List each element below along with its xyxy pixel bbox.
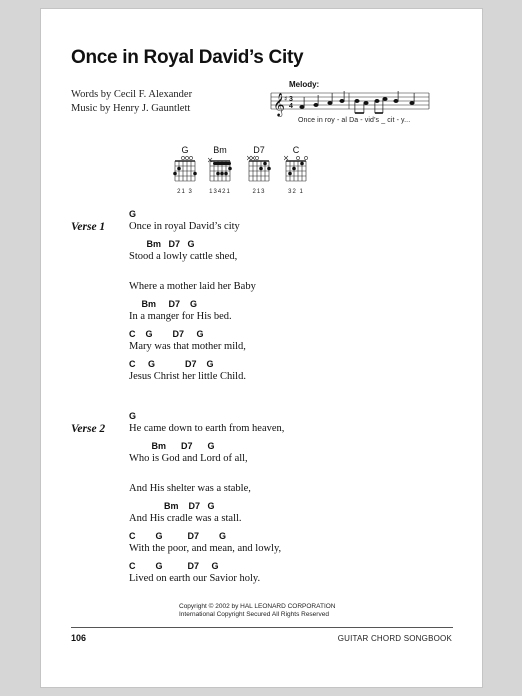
chord-name: D7 bbox=[253, 145, 265, 155]
lyric-text: In a manger for His bed. bbox=[129, 311, 232, 322]
melody-label: Melody: bbox=[289, 80, 320, 89]
copyright-line: Copyright © 2002 by HAL LEONARD CORPORATION bbox=[179, 603, 336, 610]
lyric-text: Jesus Christ her little Child. bbox=[129, 371, 246, 382]
verse-label: Verse 2 bbox=[71, 423, 106, 435]
chord-fingering: 213 bbox=[252, 189, 266, 195]
lyric-text: He came down to earth from heaven, bbox=[129, 423, 285, 434]
lyric-line bbox=[129, 209, 240, 233]
chord-fingering: 32 1 bbox=[288, 189, 304, 195]
chord-symbols: Bm D7 G bbox=[129, 299, 198, 309]
copyright-notice: International Copyright Secured All Rights Reserved bbox=[179, 611, 329, 618]
book-title: GUITAR CHORD SONGBOOK bbox=[337, 634, 452, 643]
song-title: Once in Royal David’s City bbox=[71, 47, 304, 68]
lyric-line bbox=[129, 411, 284, 435]
chord-name: C bbox=[292, 145, 300, 155]
lyric-line bbox=[129, 531, 281, 555]
svg-text:3: 3 bbox=[289, 96, 293, 103]
chord-diagram-bm bbox=[205, 145, 235, 196]
footer-divider bbox=[71, 627, 453, 628]
chord-fingering: 13421 bbox=[209, 189, 231, 195]
chord-symbols: C G D7 G bbox=[129, 329, 204, 339]
chord-symbols: Bm D7 G bbox=[129, 441, 215, 451]
page-number: 106 bbox=[71, 633, 87, 643]
chord-grid-icon bbox=[173, 155, 197, 183]
lyric-line bbox=[129, 471, 251, 495]
chord-symbols bbox=[129, 471, 251, 482]
chord-fingering: 21 3 bbox=[177, 189, 193, 195]
treble-clef-icon: 𝄞 bbox=[273, 92, 285, 116]
chord-symbols: C G D7 G bbox=[129, 359, 214, 369]
sharp-icon: ♯ bbox=[284, 95, 288, 103]
chord-grid-icon bbox=[284, 155, 308, 183]
chord-symbols: Bm D7 G bbox=[129, 501, 215, 511]
chord-diagram-c bbox=[281, 145, 311, 196]
svg-text:4: 4 bbox=[289, 103, 293, 110]
lyric-line bbox=[129, 239, 237, 263]
lyric-line bbox=[129, 441, 248, 465]
songbook-page bbox=[40, 8, 483, 688]
melody-lyrics: Once in roy - al Da - vid’s _ cit - y... bbox=[298, 117, 411, 124]
chord-grid-icon bbox=[208, 155, 232, 183]
lyric-line bbox=[129, 501, 242, 525]
chord-diagram-d7 bbox=[244, 145, 274, 196]
verse-label: Verse 1 bbox=[71, 221, 106, 233]
lyricist-credit: Words by Cecil F. Alexander bbox=[71, 89, 193, 100]
lyric-line bbox=[129, 561, 260, 585]
lyric-line bbox=[129, 359, 246, 383]
chord-name: Bm bbox=[213, 145, 227, 155]
chord-name: G bbox=[181, 145, 189, 155]
lyric-text: Stood a lowly cattle shed, bbox=[129, 251, 238, 262]
lyric-line bbox=[129, 299, 232, 323]
lyric-text: With the poor, and mean, and lowly, bbox=[129, 543, 282, 554]
lyric-text: Lived on earth our Savior holy. bbox=[129, 573, 261, 584]
chord-symbols: C G D7 G bbox=[129, 561, 219, 571]
lyric-text: Mary was that mother mild, bbox=[129, 341, 246, 352]
melody-staff bbox=[269, 89, 431, 117]
chord-symbols bbox=[129, 269, 256, 280]
lyric-line bbox=[129, 329, 246, 353]
lyric-text: Who is God and Lord of all, bbox=[129, 453, 248, 464]
chord-diagram-g bbox=[170, 145, 200, 196]
chord-symbols: G bbox=[129, 411, 137, 421]
lyric-text: And His shelter was a stable, bbox=[129, 483, 251, 494]
composer-credit: Music by Henry J. Gauntlett bbox=[71, 103, 191, 114]
lyric-text: Where a mother laid her Baby bbox=[129, 281, 256, 292]
chord-grid-icon bbox=[247, 155, 271, 183]
lyric-text: Once in royal David’s city bbox=[129, 221, 240, 232]
chord-symbols: G bbox=[129, 209, 137, 219]
lyric-line bbox=[129, 269, 256, 293]
chord-symbols: Bm D7 G bbox=[129, 239, 195, 249]
chord-symbols: C G D7 G bbox=[129, 531, 227, 541]
lyric-text: And His cradle was a stall. bbox=[129, 513, 242, 524]
